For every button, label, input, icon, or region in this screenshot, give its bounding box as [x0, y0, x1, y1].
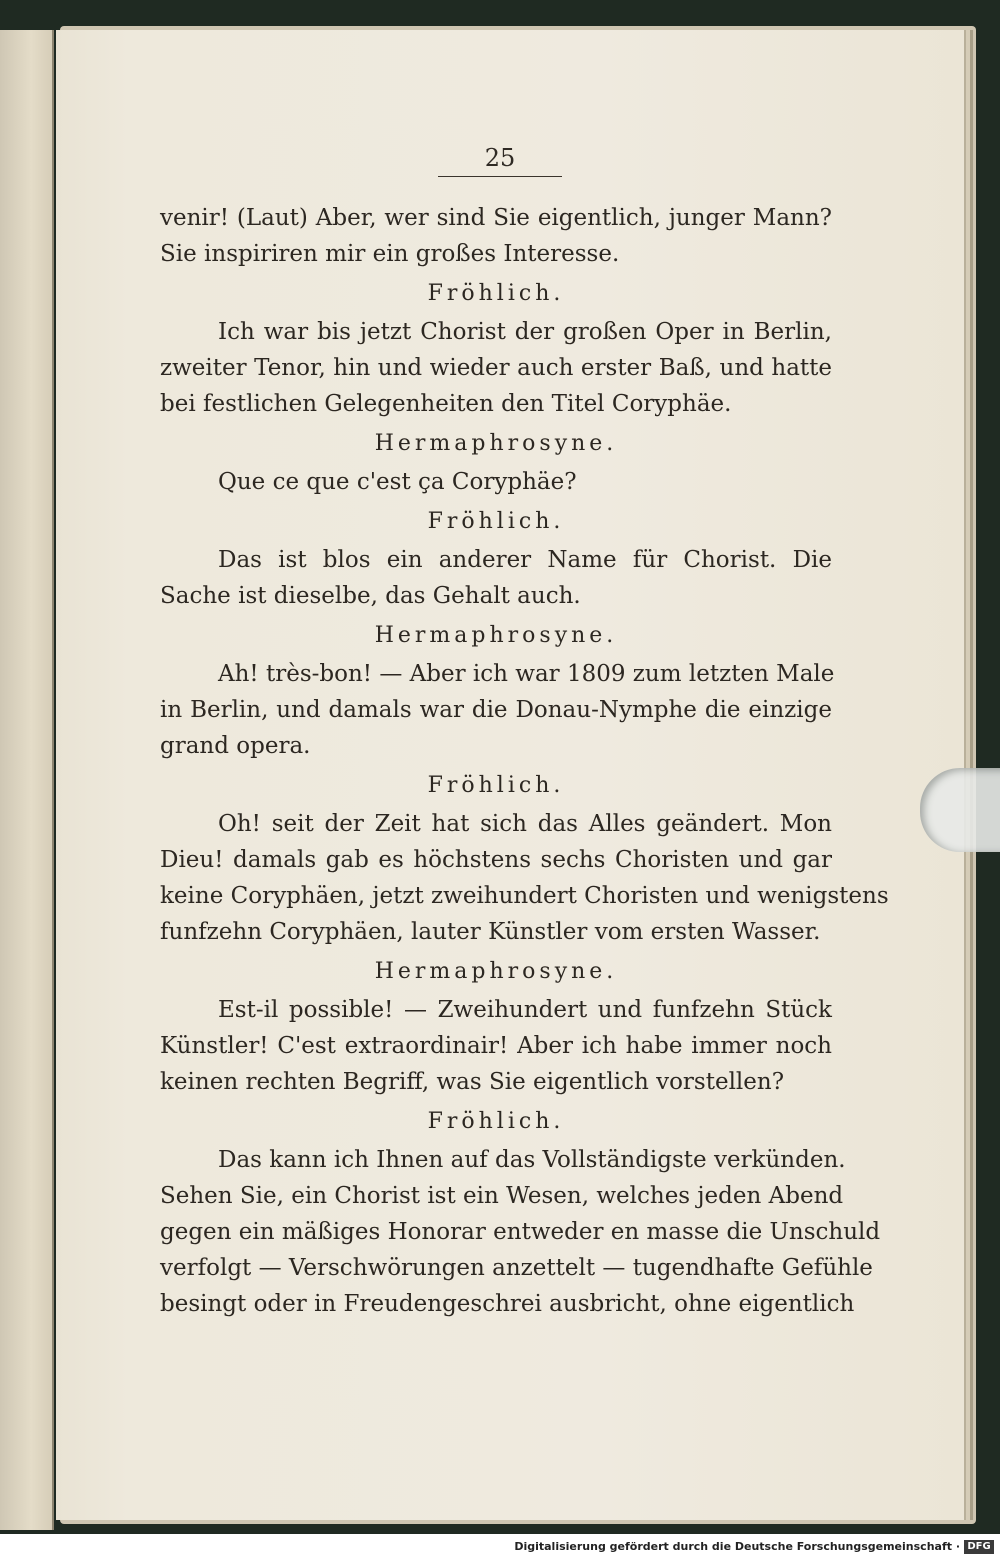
text-line: Sehen Sie, ein Chorist ist ein Wesen, welches jeden Abend — [160, 1183, 844, 1209]
text-line: Oh! seit der Zeit hat sich das Alles geändert. Mon — [218, 811, 832, 837]
speaker-name: Fröhlich. — [427, 509, 565, 534]
text-line: Ah! très-bon! — Aber ich war 1809 zum letzten Male — [218, 661, 835, 687]
text-line: funfzehn Coryphäen, lauter Künstler vom ersten Wasser. — [160, 919, 821, 945]
text-line: Künstler! C'est extraordinair! Aber ich habe immer noch — [160, 1033, 832, 1059]
speaker-name: Hermaphrosyne. — [374, 959, 618, 984]
text-line: gegen ein mäßiges Honorar entweder en masse die Unschuld — [160, 1219, 881, 1245]
text-line: verfolgt — Verschwörungen anzettelt — tugendhafte Gefühle — [160, 1255, 873, 1281]
text-line: keinen rechten Begriff, was Sie eigentlich vorstellen? — [160, 1069, 785, 1095]
text-line: Sache ist dieselbe, das Gehalt auch. — [160, 583, 581, 609]
speaker-name: Fröhlich. — [427, 773, 565, 798]
page-tab-marker — [920, 768, 1000, 852]
text-line: keine Coryphäen, jetzt zweihundert Choristen und wenigstens — [160, 883, 889, 909]
speaker-name: Hermaphrosyne. — [374, 431, 618, 456]
body-text — [160, 200, 889, 1322]
text-line: zweiter Tenor, hin und wieder auch erster Baß, und hatte — [160, 355, 832, 381]
text-line: venir! (Laut) Aber, wer sind Sie eigentlich, junger Mann? — [160, 205, 832, 231]
text-line: grand opera. — [160, 733, 311, 759]
dfg-logo: DFG — [964, 1540, 994, 1554]
text-line: Sie inspiriren mir ein großes Interesse. — [160, 241, 620, 267]
speaker-name: Hermaphrosyne. — [374, 623, 618, 648]
text-line: Dieu! damals gab es höchstens sechs Choristen und gar — [160, 847, 832, 873]
text-line: Das kann ich Ihnen auf das Vollständigste verkünden. — [218, 1147, 846, 1173]
text-line: Ich war bis jetzt Chorist der großen Oper in Berlin, — [218, 319, 832, 345]
header-rule — [438, 176, 562, 177]
page-number: 25 — [484, 144, 516, 172]
text-line: besingt oder in Freudengeschrei ausbricht, ohne eigentlich — [160, 1291, 855, 1317]
text-line: bei festlichen Gelegenheiten den Titel Coryphäe. — [160, 391, 732, 417]
text-line: in Berlin, und damals war die Donau-Nymphe die einzige — [160, 697, 832, 723]
speaker-name: Fröhlich. — [427, 281, 565, 306]
text-line: Das ist blos ein anderer Name für Chorist. Die — [218, 547, 832, 573]
text-line: Que ce que c'est ça Coryphäe? — [218, 469, 577, 495]
text-line: Est-il possible! — Zweihundert und funfzehn Stück — [218, 997, 832, 1023]
footer-bar — [0, 1534, 1000, 1561]
speaker-name: Fröhlich. — [427, 1109, 565, 1134]
left-page-edge — [0, 30, 54, 1530]
footer-credit: Digitalisierung gefördert durch die Deutsche Forschungsgemeinschaft · — [514, 1540, 960, 1553]
